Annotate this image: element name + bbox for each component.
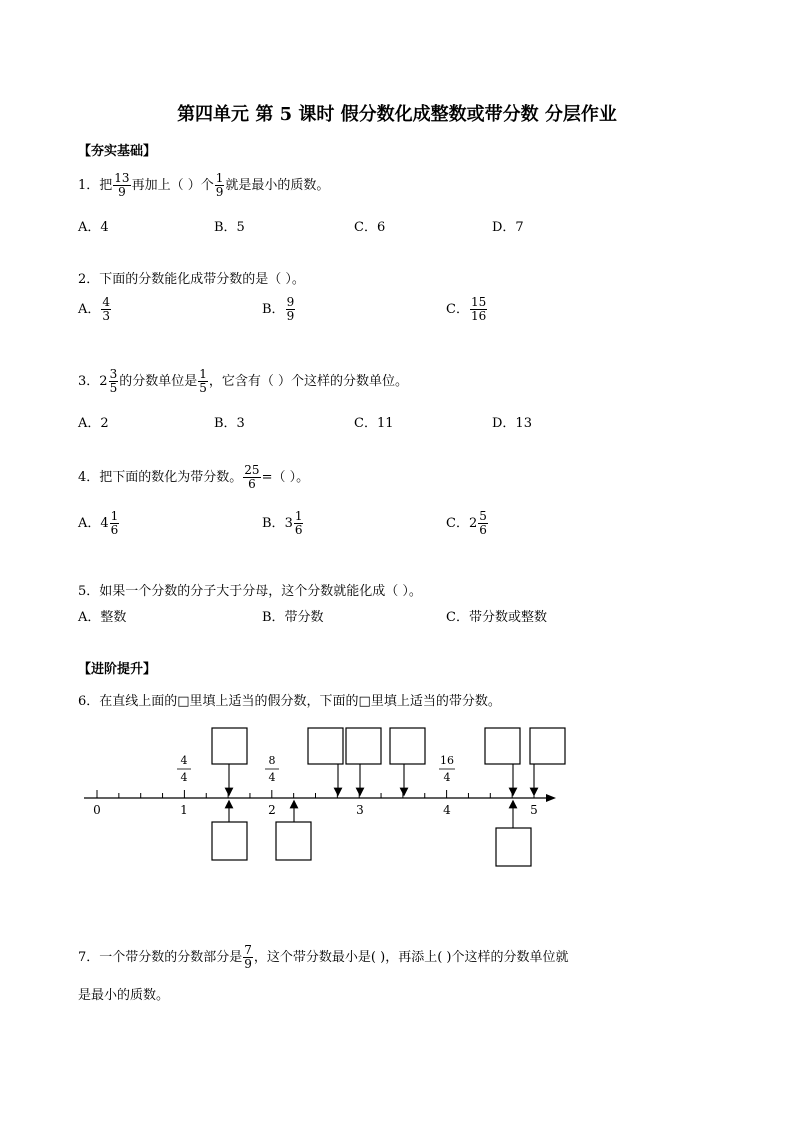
answer-box-below-3[interactable] [496, 804, 531, 866]
answer-box-above-3[interactable] [346, 728, 381, 792]
q1-option-d[interactable]: D．7 [492, 220, 524, 235]
q4-option-c[interactable]: C．2 $\frac{5}{6}$ [446, 509, 487, 538]
section-basic-heading: 【夯实基础】 [78, 144, 157, 159]
q4-option-b[interactable]: B．3 $\frac{1}{6}$ [262, 509, 303, 538]
number-line-label-2: 2 [268, 803, 276, 817]
page-title: 第四单元 第 5 课时 假分数化成整数或带分数 分层作业 [177, 104, 617, 125]
number-line-arrowhead [546, 794, 556, 802]
question-2: 2．下面的分数能化成带分数的是（ ）。 [78, 272, 305, 287]
number-line-label-1: 1 [180, 803, 188, 817]
question-4: 4．把下面的数化为带分数。 $\frac{25}{6}$ =（ ）。 [78, 463, 310, 492]
fraction-13-9: $\frac{13}{9}$ [114, 171, 130, 200]
q2-option-a[interactable]: A． $\frac{4}{3}$ [78, 295, 111, 324]
q1-option-c[interactable]: C．6 [354, 220, 386, 235]
answer-box-above-5[interactable] [485, 728, 520, 792]
fraction-25-6: $\frac{25}{6}$ [244, 463, 260, 492]
question-7: 7．一个带分数的分数部分是 $\frac{7}{9}$ ，这个带分数最小是( )，再添上( )个这样的分数单位就 [78, 943, 569, 972]
question-5: 5．如果一个分数的分子大于分母，这个分数就能化成（ ）。 [78, 584, 422, 599]
nl-fraction-8-4-den: 4 [268, 771, 276, 784]
q3-option-b[interactable]: B．3 [214, 416, 245, 431]
answer-box-above-2[interactable] [308, 728, 343, 792]
number-line-figure [70, 720, 570, 880]
number-line-label-5: 5 [530, 803, 538, 817]
nl-fraction-4-4-num: 4 [180, 754, 188, 767]
fraction-7-9: $\frac{7}{9}$ [244, 943, 252, 972]
q1-option-a[interactable]: A．4 [78, 220, 109, 235]
section-advanced-heading: 【进阶提升】 [78, 662, 157, 677]
nl-fraction-4-4-den: 4 [180, 771, 188, 784]
q2-option-c[interactable]: C． $\frac{15}{16}$ [446, 295, 487, 324]
q3-option-d[interactable]: D．13 [492, 416, 532, 431]
nl-fraction-8-4-num: 8 [268, 754, 276, 767]
q4-option-a[interactable]: A．4 $\frac{1}{6}$ [78, 509, 119, 538]
fraction-1-6: $\frac{1}{6}$ [110, 509, 119, 538]
q5-option-c[interactable]: C．带分数或整数 [446, 610, 547, 625]
number-line-label-4: 4 [443, 803, 451, 817]
q5-option-a[interactable]: A．整数 [78, 610, 127, 625]
answer-box-above-6[interactable] [530, 728, 565, 792]
fraction-1-6: $\frac{1}{6}$ [294, 509, 303, 538]
answer-box-above-4[interactable] [390, 728, 425, 792]
fraction-3-5: $\frac{3}{5}$ [109, 367, 118, 396]
question-1-prefix: 1．把 [78, 178, 113, 194]
fraction-15-16: $\frac{15}{16}$ [470, 295, 487, 324]
question-1 [78, 172, 329, 199]
number-line-label-0: 0 [93, 803, 101, 817]
fraction-5-6: $\frac{5}{6}$ [479, 509, 487, 538]
answer-box-below-1[interactable] [212, 804, 247, 860]
number-line-ticks [97, 790, 534, 798]
question-1-suffix: 就是最小的质数。 [225, 178, 330, 194]
fraction-1-9: $\frac{1}{9}$ [215, 171, 224, 200]
nl-fraction-16-4-den: 4 [443, 771, 451, 784]
number-line-label-3: 3 [356, 803, 364, 817]
q5-option-b[interactable]: B．带分数 [262, 610, 324, 625]
question-6: 6．在直线上面的□里填上适当的假分数，下面的□里填上适当的带分数。 [78, 694, 501, 709]
answer-box-above-1[interactable] [212, 728, 247, 792]
fraction-9-9: $\frac{9}{9}$ [286, 295, 295, 324]
q2-option-b[interactable]: B． $\frac{9}{9}$ [262, 295, 295, 324]
question-7-line2: 是最小的质数。 [78, 988, 170, 1003]
nl-fraction-16-4-num: 16 [440, 754, 454, 767]
q3-option-c[interactable]: C．11 [354, 416, 394, 431]
question-3: 3．2 $\frac{3}{5}$ 的分数单位是 $\frac{1}{5}$ ，它含有（ ）个这样的分数单位。 [78, 367, 408, 396]
q1-option-b[interactable]: B．5 [214, 220, 245, 235]
question-1-mid: 再加上（ ）个 [131, 178, 214, 194]
fraction-4-3: $\frac{4}{3}$ [102, 295, 111, 324]
q3-option-a[interactable]: A．2 [78, 416, 109, 431]
answer-box-below-2[interactable] [276, 804, 311, 860]
fraction-1-5: $\frac{1}{5}$ [199, 367, 207, 396]
